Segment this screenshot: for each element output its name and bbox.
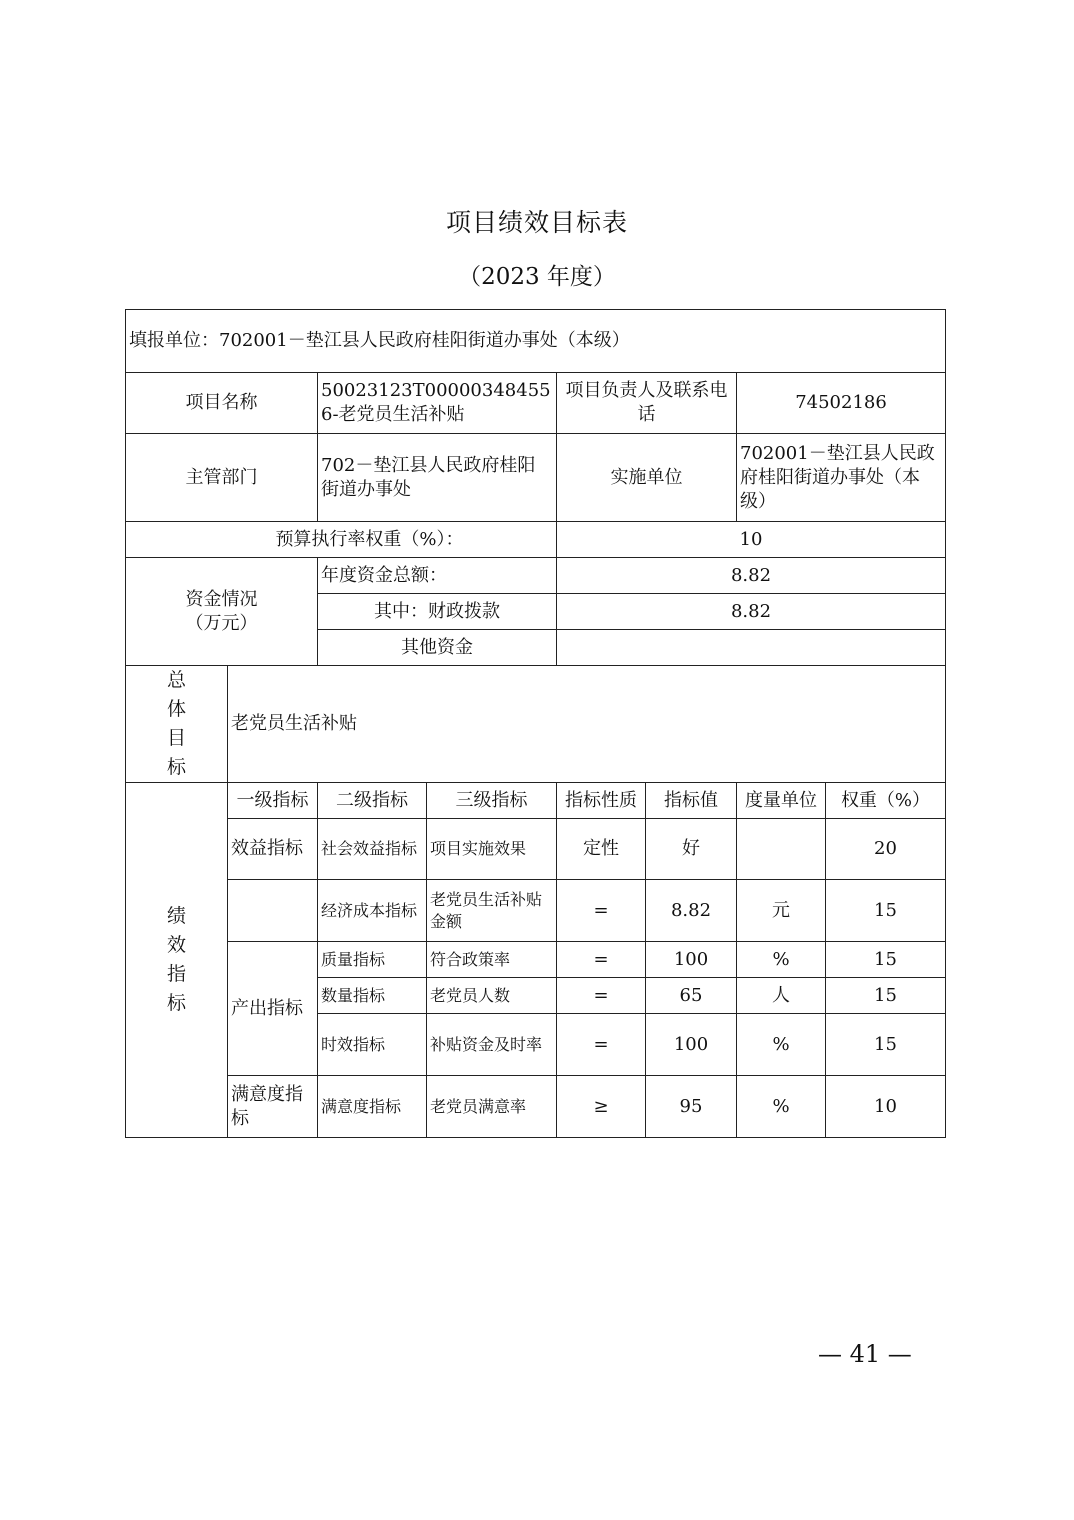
header-value: 指标值	[646, 783, 737, 819]
nature-cell: =	[557, 942, 646, 978]
performance-table	[125, 309, 946, 1138]
fiscal-funds-label: 其中：财政拨款	[318, 594, 557, 630]
impl-label: 实施单位	[557, 434, 737, 522]
level2-cell: 满意度指标	[318, 1076, 427, 1138]
indicators-label	[126, 783, 228, 1138]
value-cell: 95	[646, 1076, 737, 1138]
page-subtitle: （2023 年度）	[458, 264, 616, 290]
value-cell: 100	[646, 942, 737, 978]
indicators-label-char: 指	[166, 963, 186, 985]
level3-cell: 补贴资金及时率	[427, 1014, 557, 1076]
nature-cell: =	[557, 978, 646, 1014]
goal-label-char: 标	[166, 756, 186, 778]
unit-cell: %	[737, 1014, 826, 1076]
nature-cell: ≥	[557, 1076, 646, 1138]
value-cell: 好	[646, 819, 737, 880]
level1-output: 产出指标	[228, 942, 318, 1076]
header-level3: 三级指标	[427, 783, 557, 819]
weight-cell: 15	[826, 1014, 946, 1076]
weight-cell: 15	[826, 942, 946, 978]
dept-value: 702－垫江县人民政府桂阳 街道办事处	[318, 434, 557, 522]
level3-cell: 老党员生活补贴金额	[427, 880, 557, 942]
other-funds-value	[557, 630, 946, 666]
weight-cell: 10	[826, 1076, 946, 1138]
page-number: — 41 —	[818, 1340, 912, 1368]
unit-cell	[737, 819, 826, 880]
fiscal-funds-value: 8.82	[557, 594, 946, 630]
page-title: 项目绩效目标表	[445, 208, 628, 237]
header-level1: 一级指标	[228, 783, 318, 819]
level3-cell: 符合政策率	[427, 942, 557, 978]
weight-cell: 15	[826, 978, 946, 1014]
nature-cell: =	[557, 880, 646, 942]
value-cell: 65	[646, 978, 737, 1014]
nature-cell: 定性	[557, 819, 646, 880]
level2-cell: 社会效益指标	[318, 819, 427, 880]
goal-label	[126, 666, 228, 783]
impl-value: 702001－垫江县人民政府桂阳街道办事处（本级）	[737, 434, 946, 522]
level3-cell: 项目实施效果	[427, 819, 557, 880]
header-weight: 权重（%）	[826, 783, 946, 819]
other-funds-label: 其他资金	[318, 630, 557, 666]
indicators-label-char: 绩	[166, 905, 186, 927]
indicators-label-char: 标	[166, 992, 186, 1014]
weight-cell: 20	[826, 819, 946, 880]
level2-cell: 经济成本指标	[318, 880, 427, 942]
goal-label-char: 总	[166, 669, 186, 691]
value-cell: 100	[646, 1014, 737, 1076]
contact-value: 74502186	[737, 373, 946, 434]
unit-cell: 人	[737, 978, 826, 1014]
goal-label-char: 体	[166, 698, 186, 720]
project-name-label: 项目名称	[126, 373, 318, 434]
budget-weight-value: 10	[557, 522, 946, 558]
budget-weight-label: 预算执行率权重（%）：	[126, 522, 557, 558]
indicators-label-char: 效	[166, 934, 186, 956]
fill-unit: 填报单位：702001－垫江县人民政府桂阳街道办事处（本级）	[126, 310, 946, 373]
total-funds-label: 年度资金总额：	[318, 558, 557, 594]
unit-cell: %	[737, 942, 826, 978]
unit-cell: %	[737, 1076, 826, 1138]
header-level2: 二级指标	[318, 783, 427, 819]
weight-cell: 15	[826, 880, 946, 942]
dept-label: 主管部门	[126, 434, 318, 522]
level3-cell: 老党员满意率	[427, 1076, 557, 1138]
contact-label: 项目负责人及联系电话	[557, 373, 737, 434]
header-unit: 度量单位	[737, 783, 826, 819]
goal-label-char: 目	[166, 727, 186, 749]
project-name-value: 50023123T000003484556-老党员生活补贴	[318, 373, 557, 434]
funds-label: 资金情况（万元）	[126, 558, 318, 666]
total-funds-value: 8.82	[557, 558, 946, 594]
nature-cell: =	[557, 1014, 646, 1076]
level1-satisfaction: 满意度指标	[228, 1076, 318, 1138]
goal-value: 老党员生活补贴	[228, 666, 946, 783]
level3-cell: 老党员人数	[427, 978, 557, 1014]
value-cell: 8.82	[646, 880, 737, 942]
level1-blank	[228, 880, 318, 942]
unit-cell: 元	[737, 880, 826, 942]
level2-cell: 时效指标	[318, 1014, 427, 1076]
level1-benefit: 效益指标	[228, 819, 318, 880]
level2-cell: 质量指标	[318, 942, 427, 978]
header-nature: 指标性质	[557, 783, 646, 819]
level2-cell: 数量指标	[318, 978, 427, 1014]
